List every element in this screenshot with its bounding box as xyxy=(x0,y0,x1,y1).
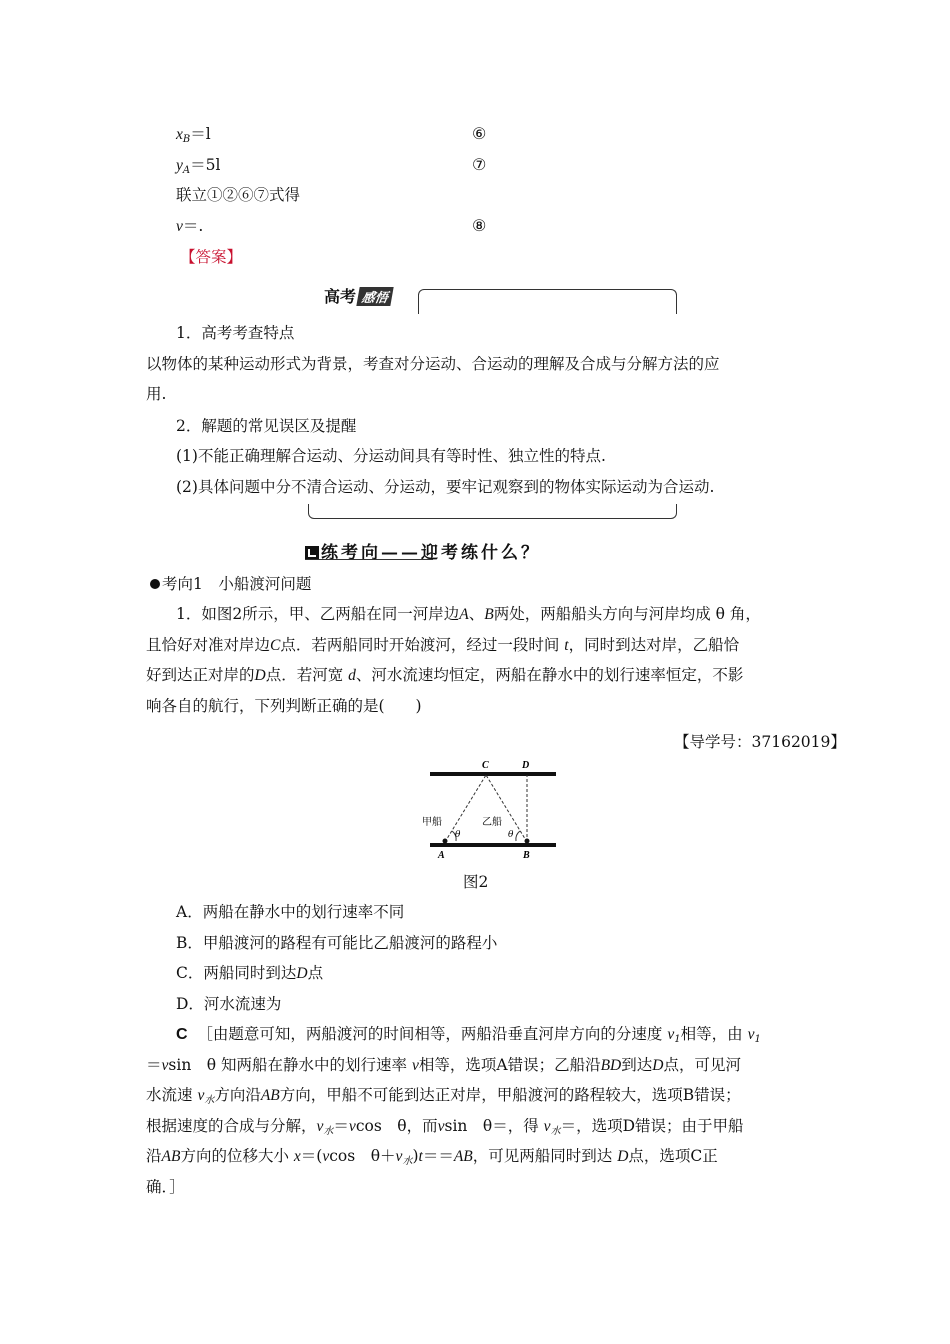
bullet-icon xyxy=(150,579,160,589)
gaokao-item1-line1: 以物体的某种运动形式为背景，考查对分运动、合运动的理解及合成与分解方法的应 xyxy=(146,355,720,373)
s-text: 相等，选项A错误；乙船沿 xyxy=(418,1056,601,1074)
far-bank xyxy=(430,772,556,776)
s-var: D xyxy=(617,1148,629,1165)
eq-rhs: ＝. xyxy=(182,217,204,235)
gaokao-stamp: 感悟 xyxy=(356,287,393,306)
eq-rhs: ＝5l xyxy=(190,156,221,174)
eq-var: y xyxy=(176,157,183,174)
gaokao-item2-point1: (1)不能正确理解合运动、分运动间具有等时性、独立性的特点. xyxy=(176,447,606,465)
s-var: v xyxy=(395,1148,403,1165)
equation-v xyxy=(176,216,203,237)
solution-line4 xyxy=(146,1116,744,1142)
s-text: sin θ 知两船在静水中的划行速率 xyxy=(168,1056,412,1074)
s-text: ＝，选项D错误；由于甲船 xyxy=(560,1117,744,1135)
s-sub: 水 xyxy=(550,1126,561,1137)
s-var: AB xyxy=(453,1148,473,1165)
label-c: C xyxy=(482,760,489,771)
s-var: v xyxy=(197,1087,205,1104)
s-sub: 1 xyxy=(754,1034,761,1045)
gaokao-title-text: 高考 xyxy=(324,287,357,306)
q-text: 且恰好对准对岸边 xyxy=(146,636,271,654)
q-text: 好到达正对岸的 xyxy=(146,666,255,684)
s-text: sin θ＝，得 xyxy=(444,1117,544,1135)
solution-line6: 确．］ xyxy=(146,1178,185,1196)
s-sub: 水 xyxy=(204,1095,215,1106)
section-bracket-bottom xyxy=(308,504,677,519)
guide-number: 【导学号：37162019】 xyxy=(674,733,846,751)
q-var: A xyxy=(459,606,469,623)
eq-mark-8: ⑧ xyxy=(472,216,487,235)
eq-mark-6: ⑥ xyxy=(472,124,487,143)
s-var: v xyxy=(412,1057,419,1074)
q-text: 点．若两船同时开始渡河，经过一段时间 xyxy=(280,636,565,654)
practice-heading-text: 练考向——迎考练什么？ xyxy=(321,543,541,563)
s-sub: 水 xyxy=(402,1156,413,1167)
s-var: D xyxy=(652,1057,664,1074)
path-b-c xyxy=(486,775,527,842)
eq-mark-7: ⑦ xyxy=(472,155,487,174)
s-var: BD xyxy=(600,1057,622,1074)
option-c-tail: 点 xyxy=(307,964,324,982)
option-b: B．甲船渡河的路程有可能比乙船渡河的路程小 xyxy=(176,934,498,952)
river-figure xyxy=(420,755,570,863)
option-d: D．河水流速为 xyxy=(176,995,282,1013)
path-a-c xyxy=(445,775,486,842)
gaokao-item1-line2: 用. xyxy=(146,385,167,403)
s-text: 相等，由 xyxy=(680,1025,748,1043)
s-text: 方向沿 xyxy=(214,1086,261,1104)
s-text: 水流速 xyxy=(146,1086,198,1104)
boat-b-dot xyxy=(525,839,530,844)
solution-line2 xyxy=(146,1055,741,1076)
s-var: v xyxy=(543,1118,551,1135)
q-var: B xyxy=(484,606,494,623)
solution-line3 xyxy=(146,1085,741,1111)
equation-xb xyxy=(176,124,211,150)
question-line3 xyxy=(146,665,743,686)
section-bracket-top xyxy=(418,289,677,314)
theta-a: θ xyxy=(455,830,461,840)
gaokao-item2-heading: 2．解题的常见误区及提醒 xyxy=(176,417,357,435)
s-text: 根据速度的合成与分解， xyxy=(146,1117,317,1135)
q-text: ，同时到达对岸，乙船恰 xyxy=(568,636,740,654)
s-var: v xyxy=(348,1118,356,1135)
s-text: ＝ xyxy=(333,1117,349,1135)
s-var: v xyxy=(322,1148,330,1165)
q-var: t xyxy=(564,637,569,654)
s-sub: 水 xyxy=(323,1126,334,1137)
question-line4: 响各自的航行，下列判断正确的是( ) xyxy=(146,697,422,715)
s-text: ［由题意可知，两船渡河的时间相等，两船沿垂直河岸方向的分速度 xyxy=(197,1025,668,1043)
eq-var: x xyxy=(176,126,183,143)
s-text: 沿 xyxy=(146,1147,162,1165)
answer-label: 【答案】 xyxy=(180,248,243,266)
s-text: ＝ xyxy=(146,1056,162,1074)
check-box-icon xyxy=(305,546,319,560)
q-text: 、 xyxy=(468,605,485,623)
s-text: ) xyxy=(412,1147,419,1165)
combine-text: 联立①②⑥⑦式得 xyxy=(176,186,301,204)
label-jia: 甲船 xyxy=(422,817,442,828)
eq-rhs: ＝l xyxy=(190,125,211,143)
q-var: D xyxy=(254,667,266,684)
s-var: x xyxy=(293,1148,301,1165)
eq-sub: A xyxy=(182,165,191,176)
option-c-var: D xyxy=(296,965,308,982)
label-a: A xyxy=(438,850,445,861)
s-text: 到达 xyxy=(621,1056,653,1074)
label-yi: 乙船 xyxy=(482,817,502,828)
s-text: ＝( xyxy=(300,1147,323,1165)
question-line1 xyxy=(176,604,761,625)
q-text: 、河水流速均恒定，两船在静水中的划行速率恒定，不影 xyxy=(355,666,744,684)
s-text: cos θ，而 xyxy=(355,1117,438,1135)
s-sub: 1 xyxy=(674,1034,681,1045)
s-text: 方向，甲船不可能到达正对岸，甲船渡河的路程较大，选项B错误； xyxy=(279,1086,741,1104)
label-d: D xyxy=(522,760,530,771)
eq-var: v xyxy=(176,218,183,235)
angle-arc-b xyxy=(516,831,520,841)
s-text: ＝＝ xyxy=(422,1147,454,1165)
solution-line1 xyxy=(176,1024,761,1050)
equation-ya xyxy=(176,155,220,181)
gaokao-item1-heading: 1．高考考查特点 xyxy=(176,324,295,342)
option-a: A．两船在静水中的划行速率不同 xyxy=(176,903,405,921)
s-text: 点，可见河 xyxy=(663,1056,741,1074)
option-c-text: C．两船同时到达 xyxy=(176,964,297,982)
topic-line xyxy=(150,574,311,594)
theta-b: θ xyxy=(508,830,514,840)
s-var: v xyxy=(667,1026,675,1043)
q-text: 两处，两船船头方向与河岸均成 θ 角， xyxy=(493,605,761,623)
s-var: t xyxy=(418,1148,423,1165)
figure-caption: 图2 xyxy=(463,873,489,891)
q-text: 点．若河宽 xyxy=(265,666,349,684)
solution-line5 xyxy=(146,1146,718,1172)
s-var: v xyxy=(437,1118,445,1135)
s-var: v xyxy=(161,1057,169,1074)
s-var: v xyxy=(316,1118,324,1135)
gaokao-item2-point2: (2)具体问题中分不清合运动、分运动，要牢记观察到的物体实际运动为合运动. xyxy=(176,478,715,496)
near-bank xyxy=(430,843,556,847)
q-var: C xyxy=(270,637,281,654)
label-b: B xyxy=(523,850,530,861)
s-var: AB xyxy=(260,1087,280,1104)
s-text: 点，选项C正 xyxy=(628,1147,718,1165)
heading-underline xyxy=(305,559,433,560)
topic-text: 考向1 小船渡河问题 xyxy=(162,575,312,593)
s-text: cos θ＋ xyxy=(329,1147,396,1165)
boat-a-dot xyxy=(443,839,448,844)
eq-sub: B xyxy=(182,134,191,145)
s-text: 方向的位移大小 xyxy=(180,1147,294,1165)
option-c xyxy=(176,963,323,984)
s-text: ，可见两船同时到达 xyxy=(472,1147,618,1165)
q-text: 1．如图2所示，甲、乙两船在同一河岸边 xyxy=(176,605,460,623)
s-var: AB xyxy=(161,1148,181,1165)
q-var: d xyxy=(348,667,356,684)
s-var: v xyxy=(747,1026,755,1043)
answer-letter: C xyxy=(176,1026,188,1043)
question-line2 xyxy=(146,635,739,656)
gaokao-title xyxy=(324,284,392,307)
